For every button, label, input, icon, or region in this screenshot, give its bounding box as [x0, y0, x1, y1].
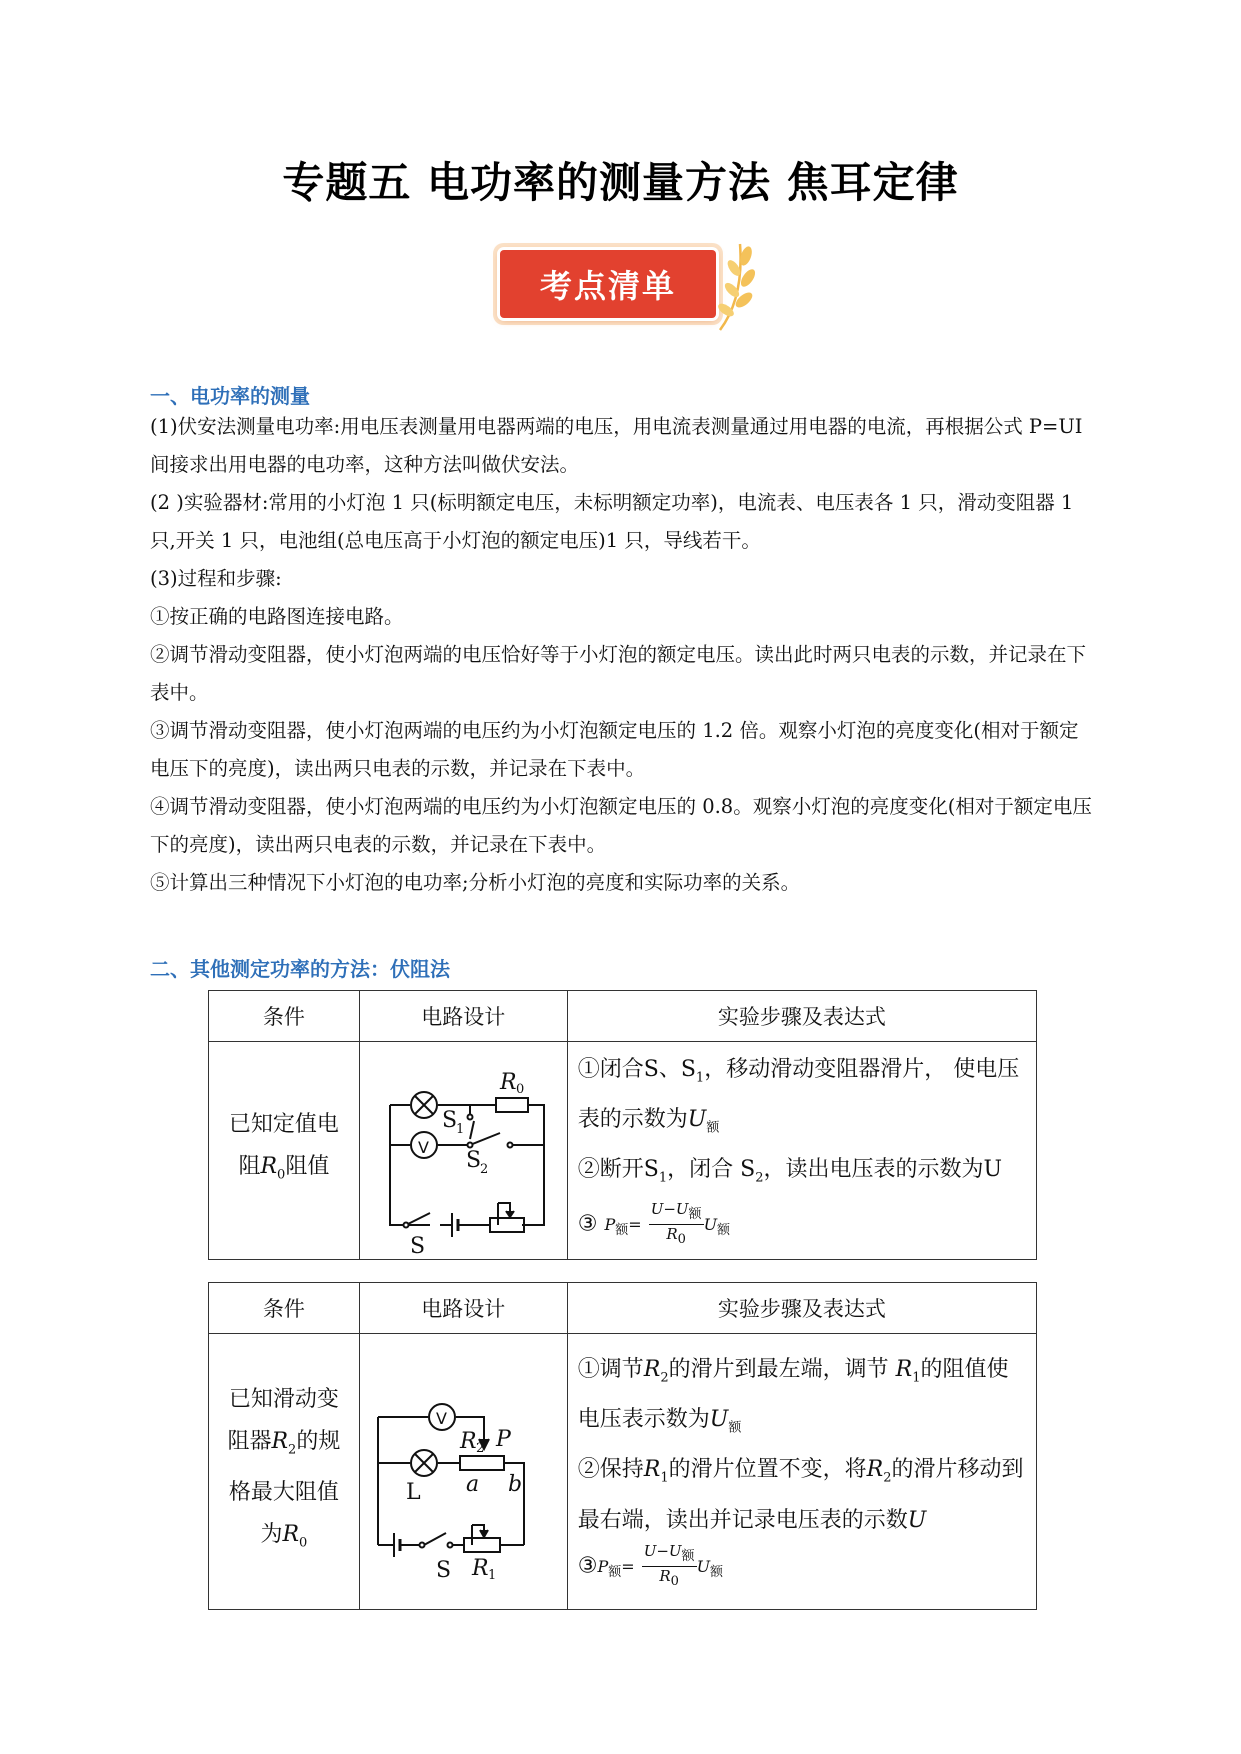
symbol-sub: 0 — [299, 1534, 308, 1550]
section1-heading: 一、电功率的测量 — [150, 384, 310, 408]
step-text: 的滑片位置不变，将 — [668, 1457, 867, 1483]
step-text: ①调节 — [577, 1356, 644, 1382]
table-volt-resistor-method-1 — [208, 990, 1037, 1260]
step-text: 的滑片移动到最右端，读出并记录电压表的示数 — [577, 1457, 1024, 1533]
step-sub: 2 — [660, 1369, 669, 1385]
step-sub: 额 — [706, 1120, 720, 1136]
l-label: L — [405, 1479, 421, 1505]
step-text: ②保持 — [577, 1457, 644, 1483]
paragraph-7: ④调节滑动变阻器，使小灯泡两端的电压约为小灯泡额定电压的 0.8。观察小灯泡的亮度变化(相对于额定电压下的亮度)，读出两只电表的示数，并记录在下表中。 — [150, 795, 1092, 856]
badge-label: 考点清单 — [539, 267, 676, 305]
header-circuit: 电路设计 — [359, 1283, 567, 1334]
step-1 — [578, 1349, 1026, 1450]
step-text: ，读出电压表的示数为U — [763, 1157, 1003, 1183]
circuit-cell — [359, 1042, 567, 1260]
step-sub: 额 — [681, 1548, 695, 1564]
numerator: U−U — [643, 1541, 682, 1560]
symbol-r: R — [895, 1356, 913, 1382]
paragraph-3: (3)过程和步骤: — [150, 567, 282, 590]
condition-text: 已知定值电 — [228, 1112, 339, 1138]
condition-text: 已知滑动变 — [228, 1387, 339, 1413]
symbol-u: U — [703, 1215, 718, 1235]
symbol-r: R — [643, 1356, 661, 1382]
symbol-r: R — [260, 1154, 278, 1180]
step-text: ②断开S — [577, 1157, 659, 1183]
table-header-row — [209, 991, 1037, 1042]
paragraph-5: ②调节滑动变阻器，使小灯泡两端的电压恰好等于小灯泡的额定电压。读出此时两只电表的示数，并记录在下表中。 — [150, 643, 1087, 704]
r0-sub: 0 — [515, 1081, 525, 1097]
step-sub: 额 — [728, 1420, 742, 1436]
step-2 — [578, 1449, 1026, 1541]
symbol-p: P — [604, 1215, 616, 1235]
steps-cell — [567, 1042, 1036, 1260]
paragraph-8: ⑤计算出三种情况下小灯泡的电功率;分析小灯泡的亮度和实际功率的关系。 — [150, 871, 801, 894]
step-sub: 额 — [615, 1223, 629, 1239]
step-sub: 1 — [660, 1470, 669, 1486]
step-text: ，闭合 S — [667, 1157, 756, 1183]
symbol-p: P — [597, 1557, 609, 1577]
step-sub: 1 — [695, 1069, 705, 1085]
denominator: R — [666, 1224, 678, 1243]
table-row — [209, 1042, 1037, 1260]
voltmeter-label: V — [417, 1137, 429, 1157]
paragraph-4: ①按正确的电路图连接电路。 — [150, 605, 404, 628]
s2-sub: 2 — [479, 1161, 489, 1177]
symbol-u: U — [696, 1557, 711, 1577]
r1-sub: 1 — [487, 1567, 497, 1583]
r0-label: R — [499, 1069, 517, 1095]
step-sub: 1 — [658, 1170, 668, 1186]
condition-text: 格最大阻值 — [228, 1479, 339, 1505]
step-1 — [578, 1049, 1026, 1150]
symbol-sub: 0 — [277, 1167, 286, 1183]
header-condition: 条件 — [209, 991, 360, 1042]
a-label: a — [465, 1471, 479, 1497]
b-label: b — [507, 1471, 522, 1497]
condition-cell — [209, 1042, 360, 1260]
circuit-cell — [359, 1334, 567, 1610]
table-row — [209, 1334, 1037, 1610]
condition-text: 阻 — [238, 1154, 261, 1180]
section1-body — [150, 408, 1098, 902]
step-sub: 额 — [710, 1565, 724, 1581]
paragraph-6: ③调节滑动变阻器，使小灯泡两端的电压约为小灯泡额定电压的 1.2 倍。观察小灯泡的亮度变化(相对于额定电压下的亮度)，读出两只电表的示数，并记录在下表中。 — [150, 719, 1079, 780]
header-circuit: 电路设计 — [359, 991, 567, 1042]
page-title: 专题五 电功率的测量方法 焦耳定律 — [282, 158, 959, 207]
numerator: U−U — [650, 1199, 689, 1218]
r2-label: R — [459, 1428, 477, 1454]
symbol-u: U — [687, 1106, 707, 1132]
symbol-r: R — [271, 1429, 289, 1455]
step-sub: 2 — [755, 1170, 764, 1186]
circuit-diagram-2 — [360, 1335, 566, 1609]
step-3-formula — [578, 1542, 1026, 1595]
s-label: S — [409, 1233, 425, 1259]
step-2 — [578, 1149, 1026, 1199]
step-text: ，移动滑动变阻器滑片， 使电压表的示数为 — [577, 1056, 1020, 1132]
step-sub: 额 — [608, 1565, 622, 1581]
step-3-formula — [578, 1200, 1026, 1253]
s-label: S — [435, 1557, 451, 1583]
paragraph-1: (1)伏安法测量电功率:用电压表测量用电器两端的电压，用电流表测量通过用电器的电流，再根据公式 P=UI 间接求出用电器的电功率，这种方法叫做伏安法。 — [150, 415, 1083, 476]
s1-sub: 1 — [455, 1121, 465, 1137]
condition-text: 为 — [260, 1521, 283, 1547]
header-condition: 条件 — [209, 1283, 360, 1334]
symbol-u: U — [709, 1406, 729, 1432]
section2-heading: 二、其他测定功率的方法：伏阻法 — [150, 957, 450, 981]
circuit-diagram-1 — [360, 1043, 566, 1259]
header-steps: 实验步骤及表达式 — [567, 1283, 1036, 1334]
eq-sign: = — [621, 1557, 635, 1577]
denominator: R — [659, 1566, 671, 1585]
voltmeter-label: V — [435, 1408, 447, 1428]
step-text: 的阻值使电压表示数为 — [577, 1356, 1009, 1432]
step-text: ①闭合S、S — [577, 1056, 696, 1082]
paragraph-2: (2 )实验器材:常用的小灯泡 1 只(标明额定电压，未标明额定功率)，电流表、电压表各 1 只，滑动变阻器 1 只,开关 1 只，电池组(总电压高于小灯泡的额定电压)1 只，导线若干。 — [150, 491, 1074, 552]
header-steps: 实验步骤及表达式 — [567, 991, 1036, 1042]
s1-label: S — [441, 1107, 457, 1133]
laurel-icon — [710, 238, 758, 334]
step-text: ③ — [577, 1211, 598, 1237]
step-sub: 0 — [670, 1573, 679, 1589]
step-sub: 额 — [688, 1206, 702, 1222]
symbol-sub: 2 — [288, 1442, 297, 1458]
fraction — [649, 1200, 704, 1249]
step-sub: 2 — [883, 1470, 892, 1486]
table-header-row — [209, 1283, 1037, 1334]
condition-text: 的规 — [296, 1429, 341, 1455]
step-text: ③ — [577, 1553, 598, 1579]
badge-box — [500, 250, 716, 318]
symbol-u: U — [907, 1507, 927, 1533]
p-label: P — [495, 1426, 511, 1452]
symbol-r: R — [282, 1521, 300, 1547]
eq-sign: = — [628, 1215, 642, 1235]
condition-text: 阻值 — [285, 1154, 330, 1180]
step-text: 的滑片到最左端，调节 — [668, 1356, 896, 1382]
condition-cell — [209, 1334, 360, 1610]
condition-text: 阻器 — [227, 1429, 272, 1455]
table-volt-resistor-method-2 — [208, 1282, 1037, 1610]
step-sub: 0 — [677, 1231, 686, 1247]
step-sub: 1 — [912, 1369, 921, 1385]
s2-label: S — [465, 1147, 481, 1173]
step-sub: 额 — [717, 1223, 731, 1239]
symbol-r: R — [643, 1457, 661, 1483]
r2-sub: 2 — [475, 1440, 485, 1456]
steps-cell — [567, 1334, 1036, 1610]
fraction — [642, 1542, 697, 1591]
section-badge — [492, 236, 762, 336]
r1-label: R — [471, 1555, 489, 1581]
symbol-r: R — [866, 1457, 884, 1483]
